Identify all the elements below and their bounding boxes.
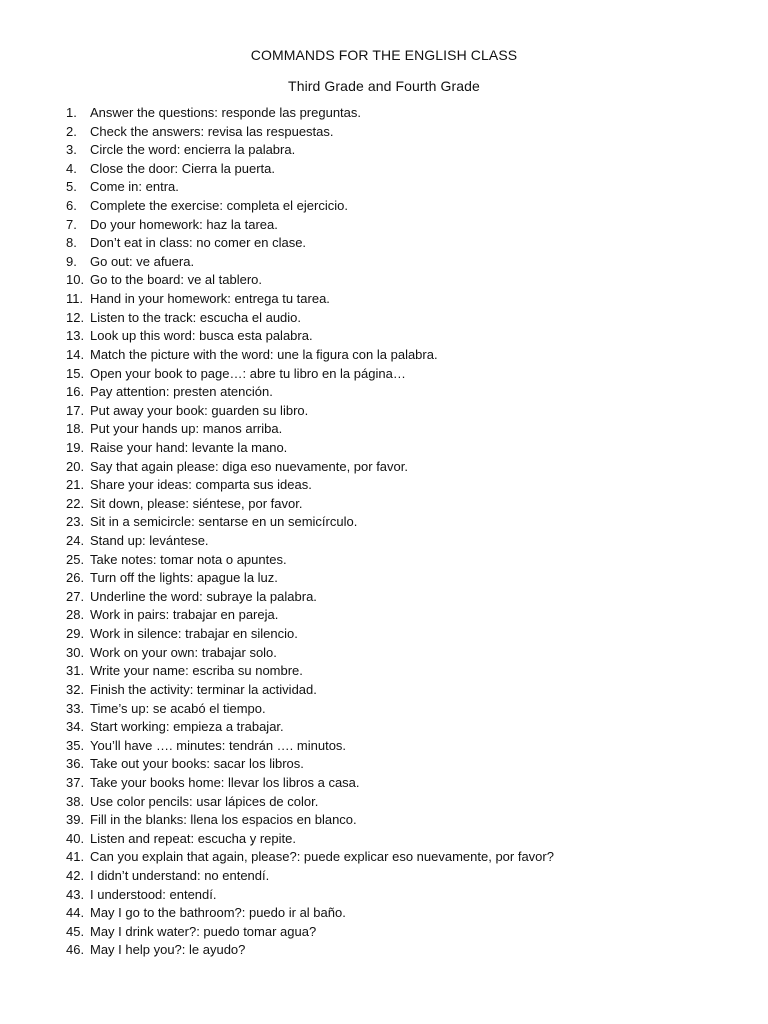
list-item-text: I didn’t understand: no entendí. — [90, 867, 270, 883]
list-item — [66, 346, 554, 365]
list-item — [66, 551, 554, 570]
list-item — [66, 197, 554, 216]
list-item-number: 46. — [66, 942, 85, 958]
list-item-number: 11. — [66, 291, 84, 307]
list-item-text: Close the door: Cierra la puerta. — [90, 160, 275, 176]
list-item-number: 45. — [66, 923, 85, 939]
list-item-number: 5. — [66, 179, 77, 195]
list-item-number: 40. — [66, 830, 85, 846]
list-item-number: 43. — [66, 886, 85, 902]
list-item-number: 37. — [66, 774, 85, 790]
list-item-text: Take out your books: sacar los libros. — [90, 756, 304, 772]
list-item-text: Circle the word: encierra la palabra. — [90, 142, 296, 158]
list-item-number: 31. — [66, 663, 85, 679]
list-item-text: May I drink water?: puedo tomar agua? — [90, 923, 317, 939]
list-item — [66, 383, 554, 402]
list-item-text: Listen to the track: escucha el audio. — [90, 309, 302, 325]
list-item — [66, 327, 554, 346]
list-item-number: 20. — [66, 458, 85, 474]
list-item-text: Work in pairs: trabajar en pareja. — [90, 607, 279, 623]
list-item — [66, 625, 554, 644]
list-item-number: 8. — [66, 235, 77, 251]
list-item-number: 41. — [66, 849, 85, 865]
list-item-text: Finish the activity: terminar la actividad. — [90, 681, 317, 697]
list-item-text: Raise your hand: levante la mano. — [90, 439, 288, 455]
list-item-number: 30. — [66, 644, 85, 660]
list-item-text: Complete the exercise: completa el ejercicio. — [90, 198, 348, 214]
list-item — [66, 811, 554, 830]
list-item-number: 7. — [66, 216, 77, 232]
list-item — [66, 886, 554, 905]
list-item — [66, 774, 554, 793]
list-item — [66, 923, 554, 942]
list-item — [66, 941, 554, 960]
list-item-text: Sit down, please: siéntese, por favor. — [90, 495, 303, 511]
list-item — [66, 253, 554, 272]
document-title: COMMANDS FOR THE ENGLISH CLASS — [250, 47, 518, 63]
list-item-number: 13. — [66, 328, 85, 344]
list-item — [66, 793, 554, 812]
list-item-number: 35. — [66, 737, 85, 753]
list-item-number: 4. — [66, 160, 77, 176]
list-item-text: Go out: ve afuera. — [90, 253, 195, 269]
list-item — [66, 700, 554, 719]
list-item-text: Come in: entra. — [90, 179, 179, 195]
list-item — [66, 588, 554, 607]
list-item-number: 3. — [66, 142, 77, 158]
list-item-number: 33. — [66, 700, 85, 716]
list-item-number: 15. — [66, 365, 85, 381]
list-item — [66, 606, 554, 625]
list-item-number: 2. — [66, 123, 77, 139]
list-item-text: Hand in your homework: entrega tu tarea. — [90, 291, 330, 307]
list-item-number: 24. — [66, 533, 85, 549]
list-item-number: 18. — [66, 421, 85, 437]
list-item-text: Listen and repeat: escucha y repite. — [90, 830, 296, 846]
list-item — [66, 904, 554, 923]
list-item-text: Sit in a semicircle: sentarse en un semicírculo. — [90, 514, 358, 530]
document-subtitle: Third Grade and Fourth Grade — [288, 78, 480, 94]
list-item — [66, 718, 554, 737]
list-item-number: 34. — [66, 719, 85, 735]
list-item-text: Stand up: levántese. — [90, 533, 209, 549]
list-item-number: 1. — [66, 105, 77, 120]
list-item-number: 42. — [66, 867, 85, 883]
list-item-text: Start working: empieza a trabajar. — [90, 719, 284, 735]
list-item — [66, 439, 554, 458]
list-item — [66, 830, 554, 849]
command-list — [66, 104, 554, 960]
list-item — [66, 681, 554, 700]
list-item-text: Turn off the lights: apague la luz. — [90, 570, 278, 586]
list-item — [66, 216, 554, 235]
list-item — [66, 290, 554, 309]
list-item-number: 19. — [66, 439, 85, 455]
list-item-number: 26. — [66, 570, 85, 586]
list-item-number: 36. — [66, 756, 85, 772]
list-item — [66, 513, 554, 532]
list-item — [66, 309, 554, 328]
list-item-text: Match the picture with the word: une la figura con la palabra. — [90, 346, 438, 362]
list-item-text: Work in silence: trabajar en silencio. — [90, 626, 298, 642]
list-item — [66, 476, 554, 495]
list-item — [66, 365, 554, 384]
list-item-text: Take notes: tomar nota o apuntes. — [90, 551, 287, 567]
list-item — [66, 848, 554, 867]
list-item-number: 6. — [66, 198, 77, 214]
list-item-text: I understood: entendí. — [90, 886, 217, 902]
list-item-number: 17. — [66, 402, 85, 418]
list-item-text: Work on your own: trabajar solo. — [90, 644, 277, 660]
list-item-text: Check the answers: revisa las respuestas. — [90, 123, 334, 139]
list-item-number: 9. — [66, 253, 77, 269]
list-item-number: 32. — [66, 681, 85, 697]
list-item — [66, 737, 554, 756]
list-item-number: 29. — [66, 626, 85, 642]
list-item-number: 39. — [66, 812, 85, 828]
list-item-text: Write your name: escriba su nombre. — [90, 663, 303, 679]
list-item-number: 25. — [66, 551, 85, 567]
list-item-text: Put away your book: guarden su libro. — [90, 402, 309, 418]
list-item-text: Go to the board: ve al tablero. — [90, 272, 262, 288]
list-item-number: 12. — [66, 309, 85, 325]
list-item-number: 16. — [66, 384, 85, 400]
list-item — [66, 234, 554, 253]
list-item-text: Open your book to page…: abre tu libro en la página… — [90, 365, 406, 381]
list-item-text: Use color pencils: usar lápices de color. — [90, 793, 319, 809]
list-item-text: May I go to the bathroom?: puedo ir al baño. — [90, 905, 346, 921]
list-item — [66, 644, 554, 663]
list-item-text: Underline the word: subraye la palabra. — [90, 588, 317, 604]
list-item — [66, 402, 554, 421]
list-item-text: Put your hands up: manos arriba. — [90, 421, 283, 437]
list-item — [66, 867, 554, 886]
list-item-text: Pay attention: presten atención. — [90, 384, 273, 400]
list-item-text: Look up this word: busca esta palabra. — [90, 328, 313, 344]
list-item — [66, 141, 554, 160]
list-item — [66, 271, 554, 290]
list-item-text: Can you explain that again, please?: puede explicar eso nuevamente, por favor? — [90, 849, 554, 865]
list-item-text: Answer the questions: responde las preguntas. — [90, 105, 362, 120]
list-item-text: Say that again please: diga eso nuevamente, por favor. — [90, 458, 408, 474]
list-item-number: 44. — [66, 905, 85, 921]
list-item-number: 28. — [66, 607, 85, 623]
list-item-number: 38. — [66, 793, 85, 809]
list-item-text: Don’t eat in class: no comer en clase. — [90, 235, 307, 251]
list-item-number: 27. — [66, 588, 85, 604]
list-item-number: 10. — [66, 272, 85, 288]
list-item-text: Take your books home: llevar los libros a casa. — [90, 774, 360, 790]
list-item — [66, 495, 554, 514]
list-item — [66, 420, 554, 439]
list-item — [66, 123, 554, 142]
list-item — [66, 160, 554, 179]
list-item-number: 23. — [66, 514, 85, 530]
list-item — [66, 569, 554, 588]
list-item — [66, 458, 554, 477]
list-item-text: May I help you?: le ayudo? — [90, 942, 246, 958]
list-item — [66, 104, 554, 123]
list-item — [66, 755, 554, 774]
list-item-number: 14. — [66, 346, 85, 362]
list-item-text: Share your ideas: comparta sus ideas. — [90, 477, 312, 493]
list-item-number: 21. — [66, 477, 85, 493]
list-item-text: You’ll have …. minutes: tendrán …. minutos. — [90, 737, 347, 753]
list-item — [66, 532, 554, 551]
list-item-text: Fill in the blanks: llena los espacios en blanco. — [90, 812, 357, 828]
list-item-number: 22. — [66, 495, 85, 511]
list-item-text: Do your homework: haz la tarea. — [90, 216, 278, 232]
list-item-text: Time’s up: se acabó el tiempo. — [90, 700, 266, 716]
list-item — [66, 662, 554, 681]
list-item — [66, 178, 554, 197]
